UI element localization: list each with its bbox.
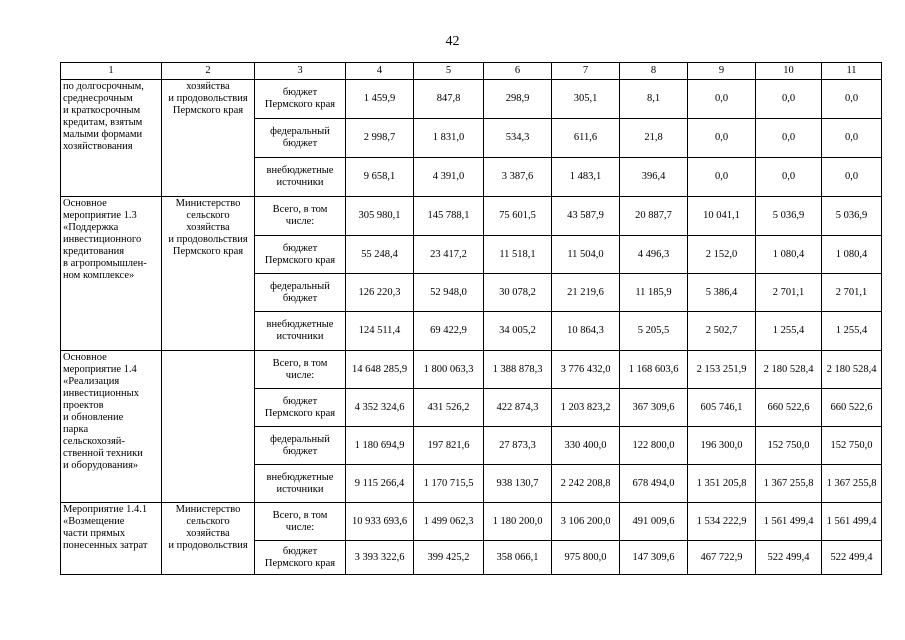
amount-cell: 43 587,9 [552,197,620,236]
amount-cell: 23 417,2 [414,236,484,274]
column-header: 7 [552,63,620,80]
amount-cell: 1 180 200,0 [484,503,552,541]
amount-cell: 152 750,0 [756,427,822,465]
amount-cell: 0,0 [756,119,822,158]
amount-cell: 467 722,9 [688,541,756,575]
amount-cell: 4 496,3 [620,236,688,274]
amount-cell: 8,1 [620,80,688,119]
amount-cell: 0,0 [756,80,822,119]
funding-source: бюджет Пермского края [255,541,346,575]
amount-cell: 21 219,6 [552,274,620,312]
funding-source: Всего, в том числе: [255,197,346,236]
amount-cell: 4 352 324,6 [346,389,414,427]
amount-cell: 21,8 [620,119,688,158]
amount-cell: 611,6 [552,119,620,158]
funding-source: федеральный бюджет [255,427,346,465]
amount-cell: 1 561 499,4 [756,503,822,541]
amount-cell: 1 080,4 [756,236,822,274]
amount-cell: 124 511,4 [346,312,414,351]
amount-cell: 3 776 432,0 [552,351,620,389]
funding-source: внебюджетные источники [255,312,346,351]
amount-cell: 0,0 [822,158,882,197]
funding-source: Всего, в том числе: [255,503,346,541]
column-header: 9 [688,63,756,80]
amount-cell: 2 998,7 [346,119,414,158]
funding-source: федеральный бюджет [255,274,346,312]
amount-cell: 1 367 255,8 [822,465,882,503]
table-row [61,80,882,119]
amount-cell: 1 499 062,3 [414,503,484,541]
amount-cell: 9 115 266,4 [346,465,414,503]
column-header: 8 [620,63,688,80]
table-row [61,197,882,236]
amount-cell: 2 180 528,4 [756,351,822,389]
amount-cell: 10 933 693,6 [346,503,414,541]
amount-cell: 1 203 823,2 [552,389,620,427]
column-header: 4 [346,63,414,80]
amount-cell: 11 185,9 [620,274,688,312]
amount-cell: 5 386,4 [688,274,756,312]
amount-cell: 5 036,9 [756,197,822,236]
amount-cell: 10 864,3 [552,312,620,351]
responsible-executor [162,351,255,503]
amount-cell: 534,3 [484,119,552,158]
amount-cell: 367 309,6 [620,389,688,427]
amount-cell: 3 393 322,6 [346,541,414,575]
funding-source: бюджет Пермского края [255,389,346,427]
activity-name: по долгосрочным, среднесрочным и краткосрочным кредитам, взятым малыми формами хозяйствования [61,80,162,197]
amount-cell: 2 502,7 [688,312,756,351]
amount-cell: 9 658,1 [346,158,414,197]
budget-table [60,62,882,575]
amount-cell: 1 459,9 [346,80,414,119]
funding-source: внебюджетные источники [255,158,346,197]
amount-cell: 2 152,0 [688,236,756,274]
funding-source: бюджет Пермского края [255,80,346,119]
amount-cell: 75 601,5 [484,197,552,236]
amount-cell: 399 425,2 [414,541,484,575]
amount-cell: 431 526,2 [414,389,484,427]
activity-name: Основное мероприятие 1.4 «Реализация инвестиционных проектов и обновление парка сельскохозяй- ственной техники и оборудования» [61,351,162,503]
amount-cell: 126 220,3 [346,274,414,312]
amount-cell: 358 066,1 [484,541,552,575]
amount-cell: 847,8 [414,80,484,119]
amount-cell: 305,1 [552,80,620,119]
amount-cell: 660 522,6 [756,389,822,427]
column-header: 1 [61,63,162,80]
amount-cell: 3 106 200,0 [552,503,620,541]
column-header: 10 [756,63,822,80]
amount-cell: 938 130,7 [484,465,552,503]
table-row [61,351,882,389]
column-header: 5 [414,63,484,80]
amount-cell: 52 948,0 [414,274,484,312]
amount-cell: 1 534 222,9 [688,503,756,541]
amount-cell: 2 153 251,9 [688,351,756,389]
amount-cell: 1 367 255,8 [756,465,822,503]
amount-cell: 2 242 208,8 [552,465,620,503]
column-number-row [61,63,882,80]
amount-cell: 1 170 715,5 [414,465,484,503]
amount-cell: 605 746,1 [688,389,756,427]
amount-cell: 5 036,9 [822,197,882,236]
amount-cell: 27 873,3 [484,427,552,465]
amount-cell: 14 648 285,9 [346,351,414,389]
amount-cell: 522 499,4 [756,541,822,575]
amount-cell: 2 180 528,4 [822,351,882,389]
amount-cell: 2 701,1 [822,274,882,312]
amount-cell: 0,0 [822,119,882,158]
amount-cell: 122 800,0 [620,427,688,465]
amount-cell: 0,0 [822,80,882,119]
amount-cell: 69 422,9 [414,312,484,351]
amount-cell: 422 874,3 [484,389,552,427]
amount-cell: 147 309,6 [620,541,688,575]
column-header: 11 [822,63,882,80]
amount-cell: 152 750,0 [822,427,882,465]
amount-cell: 1 180 694,9 [346,427,414,465]
amount-cell: 1 561 499,4 [822,503,882,541]
amount-cell: 10 041,1 [688,197,756,236]
amount-cell: 660 522,6 [822,389,882,427]
column-header: 3 [255,63,346,80]
amount-cell: 0,0 [688,119,756,158]
amount-cell: 20 887,7 [620,197,688,236]
amount-cell: 0,0 [688,158,756,197]
funding-source: бюджет Пермского края [255,236,346,274]
funding-source: внебюджетные источники [255,465,346,503]
table-row [61,503,882,541]
amount-cell: 0,0 [688,80,756,119]
amount-cell: 1 388 878,3 [484,351,552,389]
amount-cell: 197 821,6 [414,427,484,465]
amount-cell: 305 980,1 [346,197,414,236]
amount-cell: 975 800,0 [552,541,620,575]
amount-cell: 5 205,5 [620,312,688,351]
amount-cell: 30 078,2 [484,274,552,312]
amount-cell: 1 800 063,3 [414,351,484,389]
amount-cell: 2 701,1 [756,274,822,312]
amount-cell: 55 248,4 [346,236,414,274]
responsible-executor: Министерство сельского хозяйства и продовольствия [162,503,255,575]
activity-name: Мероприятие 1.4.1 «Возмещение части прямых понесенных затрат [61,503,162,575]
page-number: 42 [445,34,460,49]
amount-cell: 34 005,2 [484,312,552,351]
amount-cell: 145 788,1 [414,197,484,236]
amount-cell: 196 300,0 [688,427,756,465]
activity-name: Основное мероприятие 1.3 «Поддержка инвестиционного кредитования в агропромышлен- ном комплексе» [61,197,162,351]
amount-cell: 298,9 [484,80,552,119]
amount-cell: 11 518,1 [484,236,552,274]
amount-cell: 3 387,6 [484,158,552,197]
amount-cell: 1 351 205,8 [688,465,756,503]
amount-cell: 678 494,0 [620,465,688,503]
responsible-executor: хозяйства и продовольствия Пермского края [162,80,255,197]
amount-cell: 1 483,1 [552,158,620,197]
amount-cell: 491 009,6 [620,503,688,541]
amount-cell: 1 168 603,6 [620,351,688,389]
funding-source: федеральный бюджет [255,119,346,158]
funding-source: Всего, в том числе: [255,351,346,389]
amount-cell: 0,0 [756,158,822,197]
amount-cell: 4 391,0 [414,158,484,197]
responsible-executor: Министерство сельского хозяйства и продовольствия Пермского края [162,197,255,351]
amount-cell: 330 400,0 [552,427,620,465]
amount-cell: 1 255,4 [822,312,882,351]
amount-cell: 1 080,4 [822,236,882,274]
amount-cell: 1 831,0 [414,119,484,158]
amount-cell: 522 499,4 [822,541,882,575]
amount-cell: 11 504,0 [552,236,620,274]
amount-cell: 1 255,4 [756,312,822,351]
column-header: 2 [162,63,255,80]
column-header: 6 [484,63,552,80]
amount-cell: 396,4 [620,158,688,197]
